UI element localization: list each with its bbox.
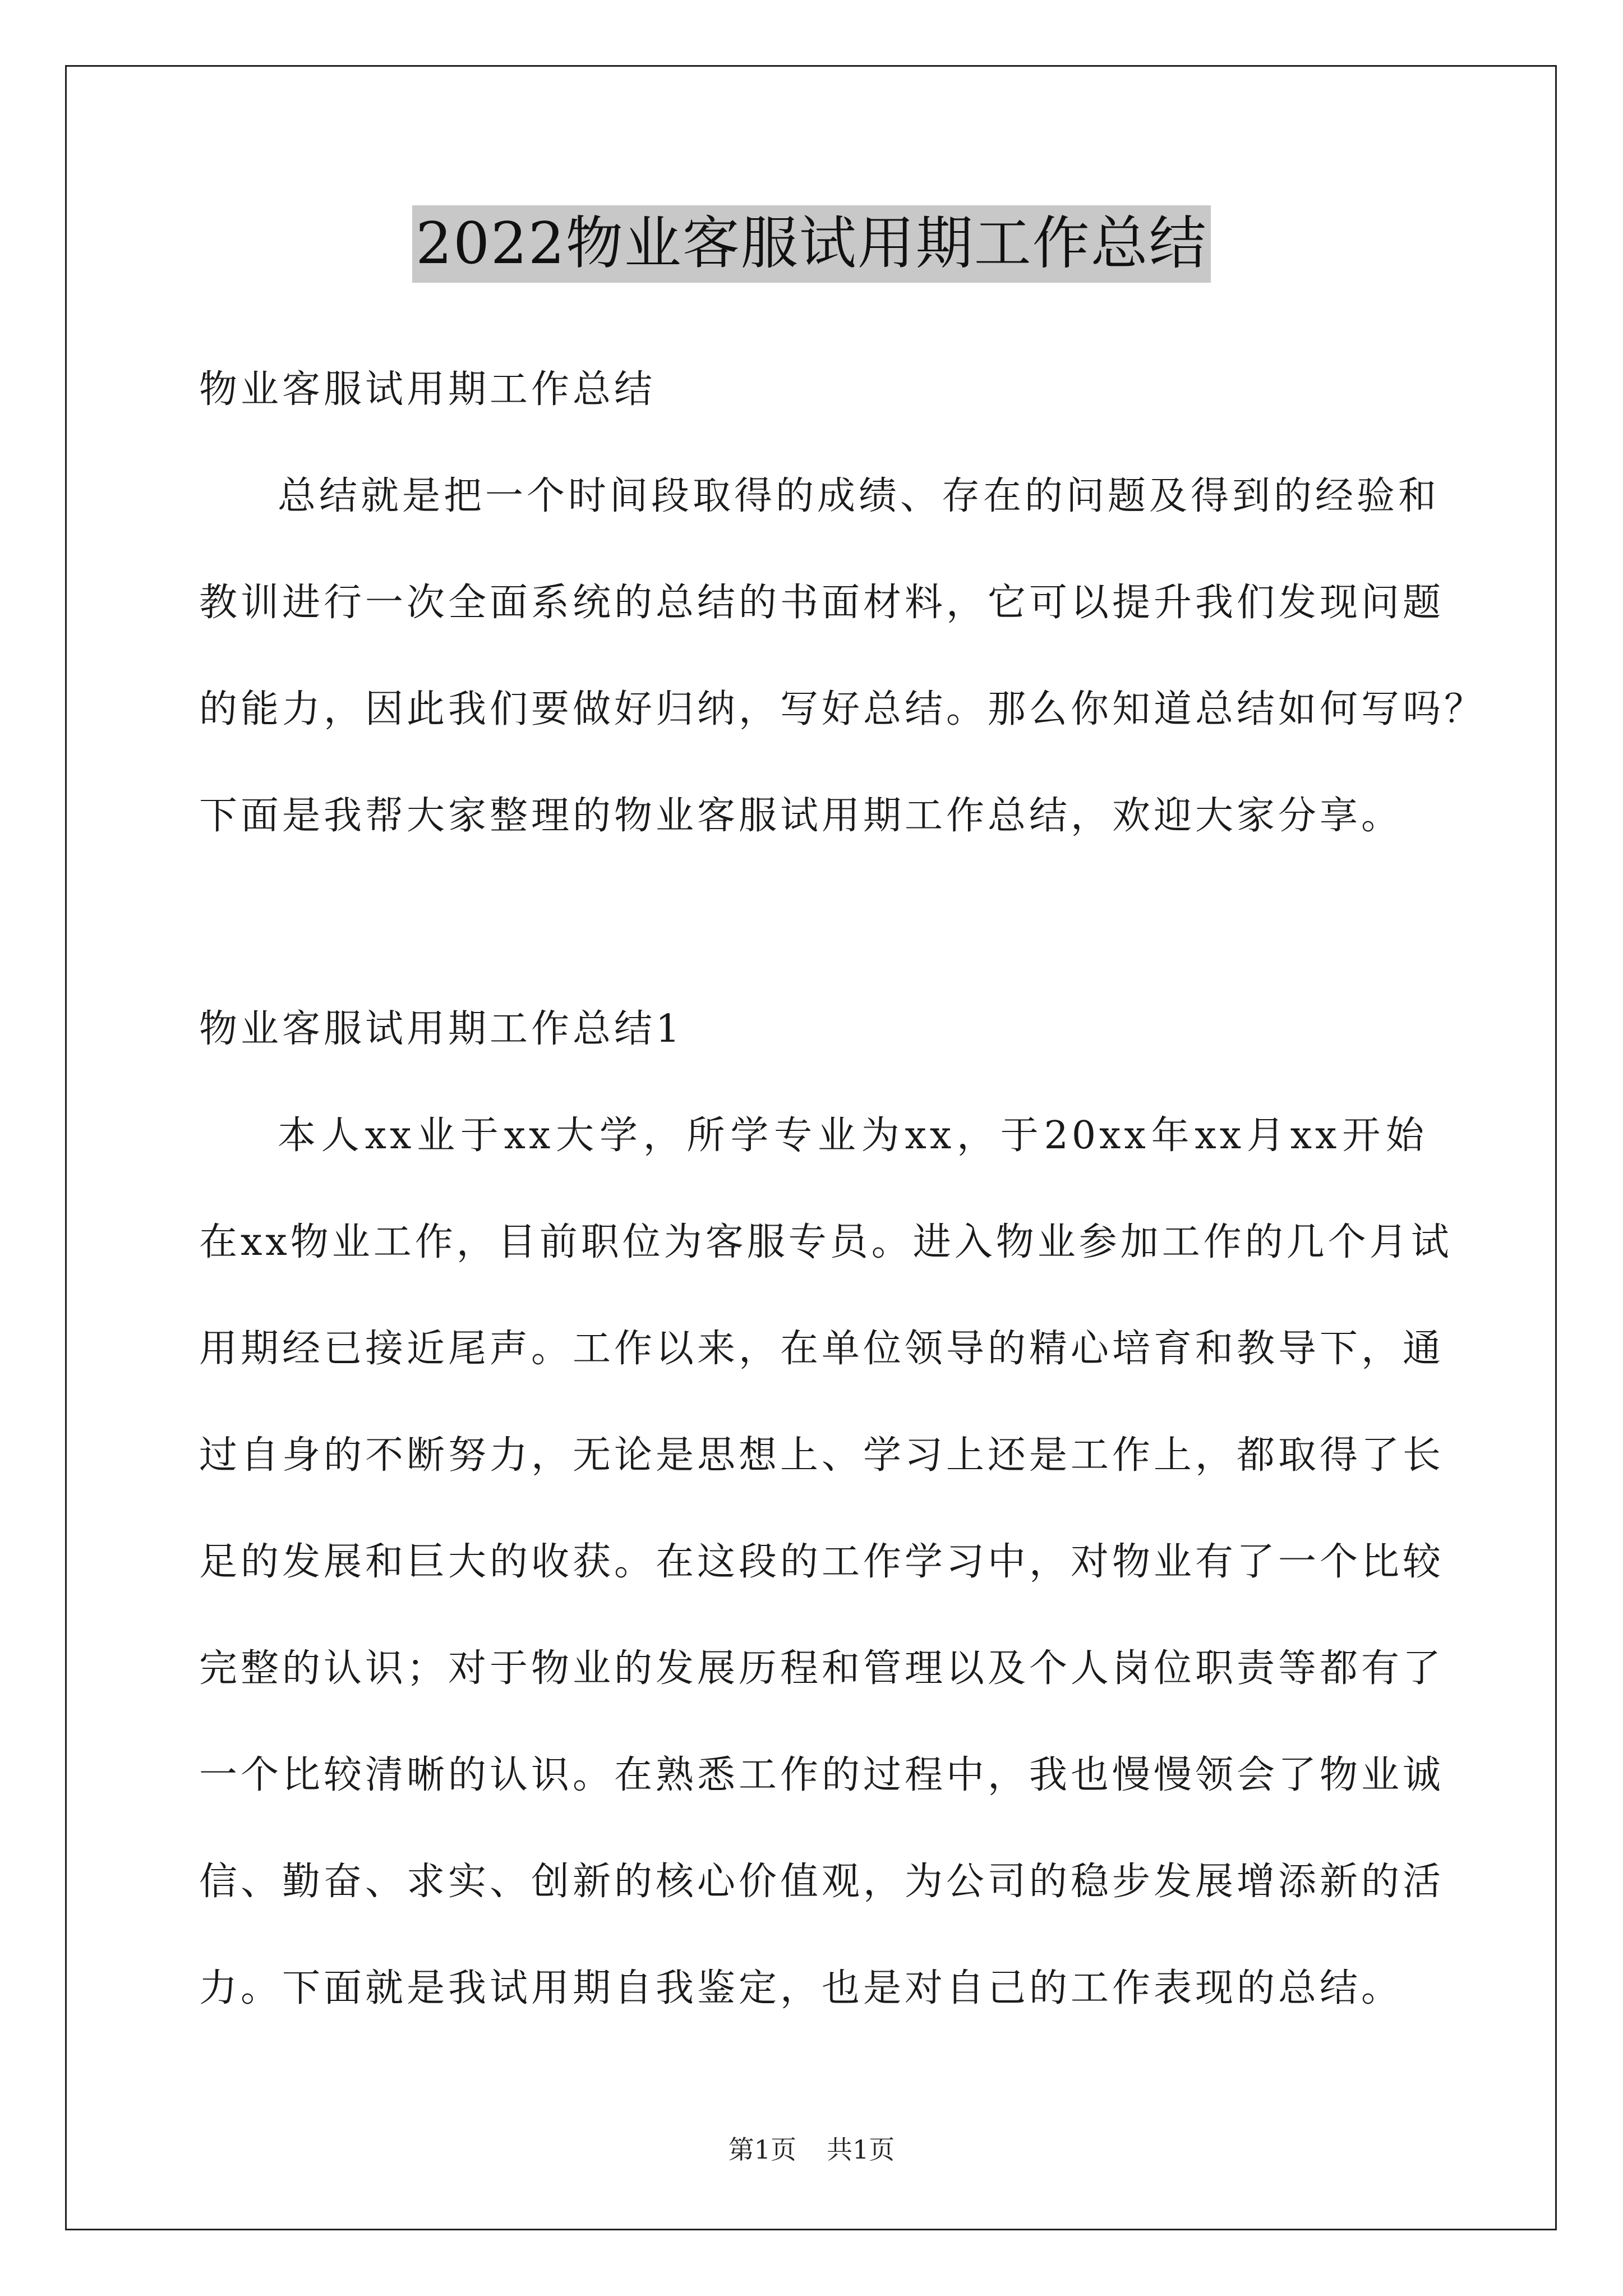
document-title: 2022物业客服试用期工作总结 — [412, 205, 1211, 283]
intro-line: 总结就是把一个时间段取得的成绩、存在的问题及得到的经验和 — [278, 474, 1440, 518]
document-body — [199, 337, 1486, 2042]
intro-line: 教训进行一次全面系统的总结的书面材料，它可以提升我们发现问题 — [199, 581, 1445, 625]
section-line: 在xx物业工作，目前职位为客服专员。进入物业参加工作的几个月试 — [199, 1220, 1453, 1264]
section-line: 力。下面就是我试用期自我鉴定，也是对自己的工作表现的总结。 — [199, 1966, 1403, 2010]
section-line: 过自身的不断努力，无论是思想上、学习上还是工作上，都取得了长 — [199, 1433, 1445, 1478]
section-line: 足的发展和巨大的收获。在这段的工作学习中，对物业有了一个比较 — [199, 1540, 1445, 1584]
document-subtitle: 物业客服试用期工作总结 — [199, 367, 656, 412]
section-line: 完整的认识；对于物业的发展历程和管理以及个人岗位职责等都有了 — [199, 1646, 1445, 1691]
title-container — [0, 205, 1623, 283]
section-line: 一个比较清晰的认识。在熟悉工作的过程中，我也慢慢领会了物业诚 — [199, 1753, 1445, 1797]
section-line: 用期经已接近尾声。工作以来，在单位领导的精心培育和教导下，通 — [199, 1327, 1445, 1371]
page-footer — [0, 2129, 1623, 2166]
section-heading: 物业客服试用期工作总结1 — [199, 1007, 684, 1051]
intro-line: 的能力，因此我们要做好归纳，写好总结。那么你知道总结如何写吗？ — [199, 687, 1486, 731]
intro-line: 下面是我帮大家整理的物业客服试用期工作总结，欢迎大家分享。 — [199, 794, 1403, 838]
page-number-total: 共1页 — [827, 2134, 895, 2165]
paragraph-gap — [199, 869, 1427, 976]
page-number-current: 第1页 — [728, 2134, 796, 2165]
section-line: 信、勤奋、求实、创新的核心价值观，为公司的稳步发展增添新的活 — [199, 1860, 1445, 1904]
section-line: 本人xx业于xx大学，所学专业为xx，于20xx年xx月xx开始 — [278, 1114, 1427, 1158]
